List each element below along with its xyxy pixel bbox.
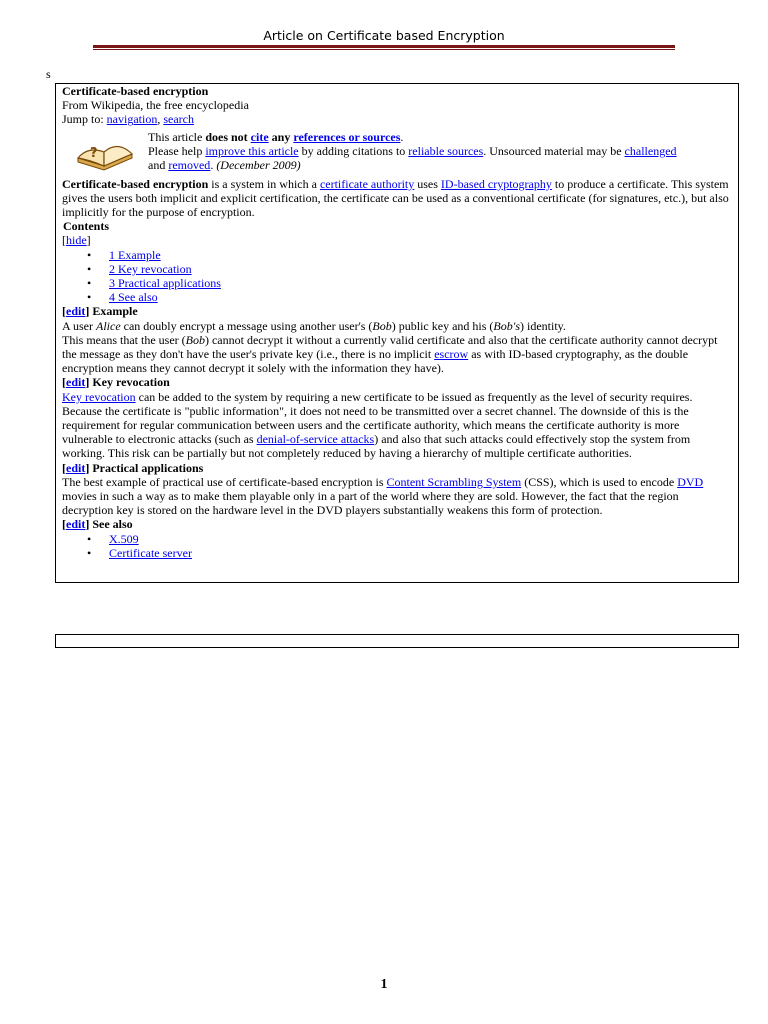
notice-text	[148, 130, 732, 173]
id-based-cryptography-link[interactable]: ID-based cryptography	[440, 176, 552, 191]
section-title: Example	[89, 304, 138, 319]
italic-term: Bob	[372, 318, 392, 333]
svg-text:?: ?	[90, 145, 98, 161]
notice-text-part: .	[400, 129, 404, 144]
toc-item	[109, 290, 732, 304]
section-title: Key revocation	[89, 375, 170, 390]
body-text: ) identity.	[520, 318, 566, 333]
bracket: [	[62, 517, 66, 532]
stray-character: s	[46, 67, 51, 81]
section-heading-example	[62, 304, 732, 318]
toc-link-example[interactable]: 1 Example	[109, 247, 161, 262]
edit-link[interactable]: edit	[66, 304, 86, 319]
cite-link[interactable]: cite	[250, 129, 269, 144]
header-rule	[93, 45, 675, 48]
challenged-link[interactable]: challenged	[624, 143, 677, 158]
body-text: can doubly encrypt a message using another user's (	[120, 318, 373, 333]
body-text: movies in such a way as to make them playable only in a part of the world where they are sold. However, the fact that the region decryption key is stored on the hardware level in the DVD players substantially weakens this form of protection.	[62, 489, 679, 518]
list-item	[109, 532, 732, 546]
denial-of-service-link[interactable]: denial-of-service attacks	[256, 432, 375, 447]
notice-text-part: . Unsourced material may be	[483, 143, 625, 158]
toc-link-key-revocation[interactable]: 2 Key revocation	[109, 261, 192, 276]
body-text: (CSS), which is used to encode	[521, 474, 678, 489]
hide-contents-link[interactable]: hide	[66, 233, 87, 248]
bracket: [	[62, 460, 66, 475]
example-paragraph-2	[62, 333, 732, 376]
section-title: See also	[89, 517, 133, 532]
example-paragraph-1	[62, 319, 732, 333]
jump-to-label: Jump to:	[62, 112, 107, 127]
page-number: 1	[380, 977, 388, 992]
references-link[interactable]: references or sources	[293, 129, 401, 144]
italic-term: Bob	[185, 332, 205, 347]
bracket: ]	[85, 304, 90, 319]
dvd-link[interactable]: DVD	[677, 474, 704, 489]
toc-link-practical-applications[interactable]: 3 Practical applications	[109, 276, 221, 291]
edit-link[interactable]: edit	[66, 460, 86, 475]
bracket: [	[62, 375, 66, 390]
jump-to	[62, 112, 732, 126]
body-text: can be added to the system by requiring a new certificate to be issued as frequently as the level of security requires. Because the certificate is "public information", it does not need to be transmitted over a secret channel. The downside of this is the requirement for regular communication between users and the certificate authority, which means the certificate authority is more vulnerable to electronic attacks (such as	[62, 389, 693, 447]
body-text: The best example of practical use of certificate-based encryption is	[62, 474, 387, 489]
section-heading-practical-applications	[62, 461, 732, 475]
navigation-link[interactable]: navigation	[106, 112, 158, 127]
notice-text-part: This article	[148, 129, 206, 144]
toc-link-see-also[interactable]: 4 See also	[109, 290, 158, 305]
empty-box	[55, 634, 739, 648]
section-title: Practical applications	[89, 460, 204, 475]
notice-text-part: .	[210, 158, 217, 173]
notice-text-part: and	[148, 158, 169, 173]
notice-text-part: Please help	[148, 143, 206, 158]
jump-separator: ,	[157, 112, 164, 127]
article-source: From Wikipedia, the free encyclopedia	[62, 98, 249, 113]
escrow-link[interactable]: escrow	[434, 347, 469, 362]
bracket: ]	[86, 233, 91, 248]
table-of-contents	[62, 248, 732, 305]
body-text: as with ID-based cryptography, as the double encryption means they cannot decrypt it solely with the information they have).	[62, 347, 689, 376]
italic-term: Bob's	[493, 318, 520, 333]
bracket: [	[62, 233, 66, 248]
bracket: ]	[85, 375, 90, 390]
list-item	[109, 546, 732, 560]
section-heading-key-revocation	[62, 375, 732, 389]
certificate-server-link[interactable]: Certificate server	[109, 545, 192, 560]
edit-link[interactable]: edit	[66, 517, 86, 532]
see-also-list	[62, 532, 732, 560]
intro-text: uses	[414, 176, 441, 191]
edit-link[interactable]: edit	[66, 375, 86, 390]
key-revocation-link[interactable]: Key revocation	[62, 389, 136, 404]
header-title: Article on Certificate based Encryption	[263, 28, 505, 43]
body-text: ) public key and his (	[391, 318, 494, 333]
italic-term: Alice	[96, 318, 121, 333]
notice-text-part: by adding citations to	[298, 143, 409, 158]
intro-paragraph	[62, 177, 732, 220]
notice-emphasis: any	[268, 129, 294, 144]
reliable-sources-link[interactable]: reliable sources	[408, 143, 484, 158]
bracket: [	[62, 304, 66, 319]
body-text: A user	[62, 318, 96, 333]
x509-link[interactable]: X.509	[109, 531, 139, 546]
toc-item	[109, 248, 732, 262]
article-title: Certificate-based encryption	[62, 84, 209, 98]
header-rule-thin	[93, 49, 675, 50]
section-heading-see-also	[62, 517, 732, 531]
practical-applications-paragraph	[62, 475, 732, 518]
toc-item	[109, 276, 732, 290]
search-link[interactable]: search	[163, 112, 194, 127]
intro-text: to produce a certificate. This system gives the users both implicit and explicit certification, the certificate can be used as a conventional certificate (for signatures, etc.), but also implicitly for the purpose of encryption.	[62, 176, 729, 220]
bracket: ]	[85, 460, 90, 475]
intro-term: Certificate-based encryption	[62, 176, 209, 191]
content-scrambling-system-link[interactable]: Content Scrambling System	[386, 474, 522, 489]
body-text: ) cannot decrypt it without a currently valid certificate and also that the certificate authority cannot decrypt the message as they don't have the user's private key (i.e., there is no implicit	[62, 332, 718, 362]
contents-toggle	[62, 233, 732, 247]
intro-text: is a system in which a	[208, 176, 320, 191]
body-text: This means that the user (	[62, 332, 186, 347]
contents-title: Contents	[63, 219, 110, 234]
certificate-authority-link[interactable]: certificate authority	[319, 176, 415, 191]
key-revocation-paragraph	[62, 390, 732, 461]
book-question-icon	[74, 132, 136, 174]
citation-notice	[62, 130, 732, 174]
bracket: ]	[85, 517, 90, 532]
removed-link[interactable]: removed	[168, 158, 211, 173]
notice-emphasis: does not	[205, 129, 248, 144]
improve-article-link[interactable]: improve this article	[205, 143, 299, 158]
article-box	[55, 83, 739, 583]
toc-item	[109, 262, 732, 276]
notice-date: (December 2009)	[216, 158, 301, 173]
body-text: ) and also that such attacks could effectively stop the system from working. This risk can be partially but not completely reduced by having a hierarchy of multiple certificate authorities.	[62, 432, 691, 461]
